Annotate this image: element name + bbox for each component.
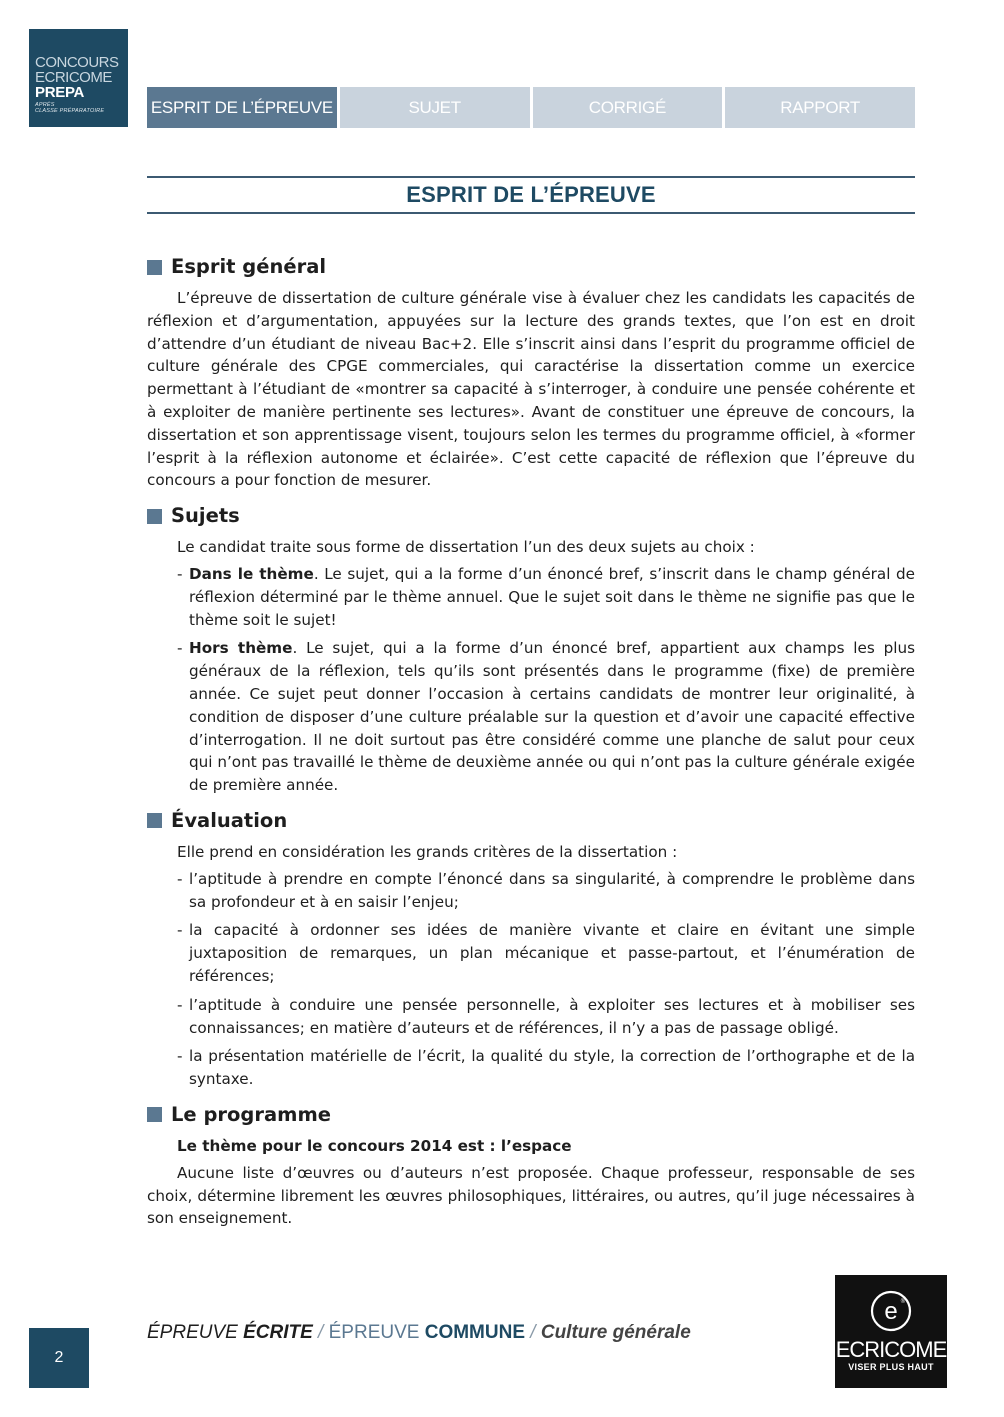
programme-subheading: Le thème pour le concours 2014 est : l’espace	[177, 1136, 572, 1155]
programme-paragraph: Aucune liste d’œuvres ou d’auteurs n’est proposée. Chaque professeur, responsable de ses choix, détermine librement les œuvres philosophiques, littéraires, ou autres, qu’il juge nécessaires à son enseignement.	[147, 1163, 915, 1228]
section-esprit-general	[147, 253, 915, 492]
section-tabs	[147, 87, 915, 128]
square-bullet-icon	[147, 260, 162, 275]
heading-text: Sujets	[171, 503, 240, 527]
logo-line-concours: CONCOURS	[35, 54, 119, 71]
sujets-lead: Le candidat traite sous forme de dissertation l’un des deux sujets au choix :	[177, 538, 755, 557]
list-item	[177, 563, 915, 631]
item-text: . Le sujet, qui a la forme d’un énoncé bref, appartient aux champs les plus généraux de la réflexion, tels qu’ils sont présentés dans le programme (fixe) de première année. Ce sujet peut donner l’occasion à certains candidats de montrer leur originalité, à condition de disposer d’une culture préalable sur la question et d’avoir une capacité effective d’interrogation. Il ne doit surtout pas être considéré comme une planche de salut pour ceux qui n’ont pas travaillé le thème de deuxième année ou qui n’ont pas la culture générale exigée de première année.	[189, 639, 915, 795]
section-heading	[147, 807, 915, 835]
list-item: - la présentation matérielle de l’écrit, la qualité du style, la correction de l’orthographe et de la syntaxe.	[177, 1045, 915, 1091]
logo-line-ecricome: ECRICOME	[35, 69, 112, 86]
section-evaluation	[147, 807, 915, 1091]
page-title-block	[147, 176, 915, 214]
item-text: . Le sujet, qui a la forme d’un énoncé bref, s’inscrit dans le champ général de réflexion déterminé par le thème annuel. Que le sujet soit dans le thème ne signifie pas que le thème soit le sujet!	[189, 564, 915, 629]
tab-corrige[interactable]: CORRIGÉ	[533, 87, 723, 128]
list-item	[177, 637, 915, 797]
section-heading	[147, 502, 915, 530]
evaluation-list	[147, 868, 915, 1091]
item-bold: Hors thème	[189, 639, 293, 658]
list-item: - la capacité à ordonner ses idées de manière vivante et claire en évitant une simple juxtaposition de remarques, un plan mécanique et passe-partout, et l’énumération de références;	[177, 919, 915, 987]
tab-sujet[interactable]: SUJET	[340, 87, 530, 128]
logo-line-classe: CLASSE PRÉPARATOIRE	[35, 107, 105, 114]
tab-esprit[interactable]: ESPRIT DE L’ÉPREUVE	[147, 87, 337, 128]
logo-line-prepa: PREPA	[35, 84, 85, 101]
logo-line-apres: APRÈS	[35, 102, 55, 108]
main-content	[147, 253, 915, 1240]
sujets-list	[147, 563, 915, 797]
page-title: ESPRIT DE L’ÉPREUVE	[406, 182, 656, 207]
footer-separator: /	[312, 1322, 329, 1343]
svg-text:e: e	[884, 1298, 898, 1325]
footer-separator: /	[525, 1322, 541, 1343]
list-item: - l’aptitude à prendre en compte l’énoncé dans sa singularité, à comprendre le problème dans sa profondeur et à en saisir l’enjeu;	[177, 868, 915, 914]
heading-text: Évaluation	[171, 808, 288, 832]
section-sujets	[147, 502, 915, 797]
footer-part1-bold: ÉCRITE	[243, 1322, 313, 1343]
evaluation-lead: Elle prend en considération les grands critères de la dissertation :	[177, 842, 678, 861]
heading-text: Esprit général	[171, 254, 327, 278]
footer-breadcrumb	[147, 1322, 691, 1344]
footer-part2-bold: COMMUNE	[424, 1322, 525, 1343]
square-bullet-icon	[147, 1107, 162, 1122]
footer-part2-light: ÉPREUVE	[328, 1322, 425, 1343]
svg-text:®: ®	[900, 1299, 906, 1305]
list-item: - l’aptitude à conduire une pensée personnelle, à exploiter ses lectures et à mobiliser ses connaissances; en matière d’auteurs et de références, il n’y a pas de passage obligé.	[177, 994, 915, 1040]
page-number: 2	[29, 1328, 89, 1388]
square-bullet-icon	[147, 509, 162, 524]
section-heading	[147, 253, 915, 281]
tab-rapport[interactable]: RAPPORT	[725, 87, 915, 128]
general-paragraph: L’épreuve de dissertation de culture générale vise à évaluer chez les candidats les capacités de réflexion et d’argumentation, appuyées sur la lecture des grands textes, que l’on est en droit d’attendre d’un étudiant de niveau Bac+2. Elle s’inscrit ainsi dans l’esprit du programme officiel de culture générale des CPGE commerciales, qui caractérise la dissertation comme un exercice permettant à l’étudiant de «montrer sa capacité à s’interroger, à conduire une pensée cohérente et à exploiter de manière pertinente ses lectures». Avant de constituer une épreuve de concours, la dissertation et son apprentissage visent, toujours selon les termes du programme officiel, à «former l’esprit à la réflexion autonome et éclairée». C’est cette capacité de réflexion que l’épreuve du concours a pour fonction de mesurer.	[147, 289, 915, 490]
brand-tagline: VISER PLUS HAUT	[848, 1362, 934, 1372]
brand-name: ECRICOME	[835, 1337, 947, 1362]
ecricome-brand-logo	[835, 1275, 947, 1388]
ecricome-e-icon	[869, 1289, 913, 1333]
concours-logo	[29, 29, 128, 127]
footer-part1-light: ÉPREUVE	[147, 1322, 244, 1343]
item-bold: Dans le thème	[189, 564, 314, 583]
section-programme	[147, 1101, 915, 1230]
footer-part3: Culture générale	[540, 1322, 691, 1343]
square-bullet-icon	[147, 813, 162, 828]
section-heading	[147, 1101, 915, 1129]
heading-text: Le programme	[171, 1102, 332, 1126]
